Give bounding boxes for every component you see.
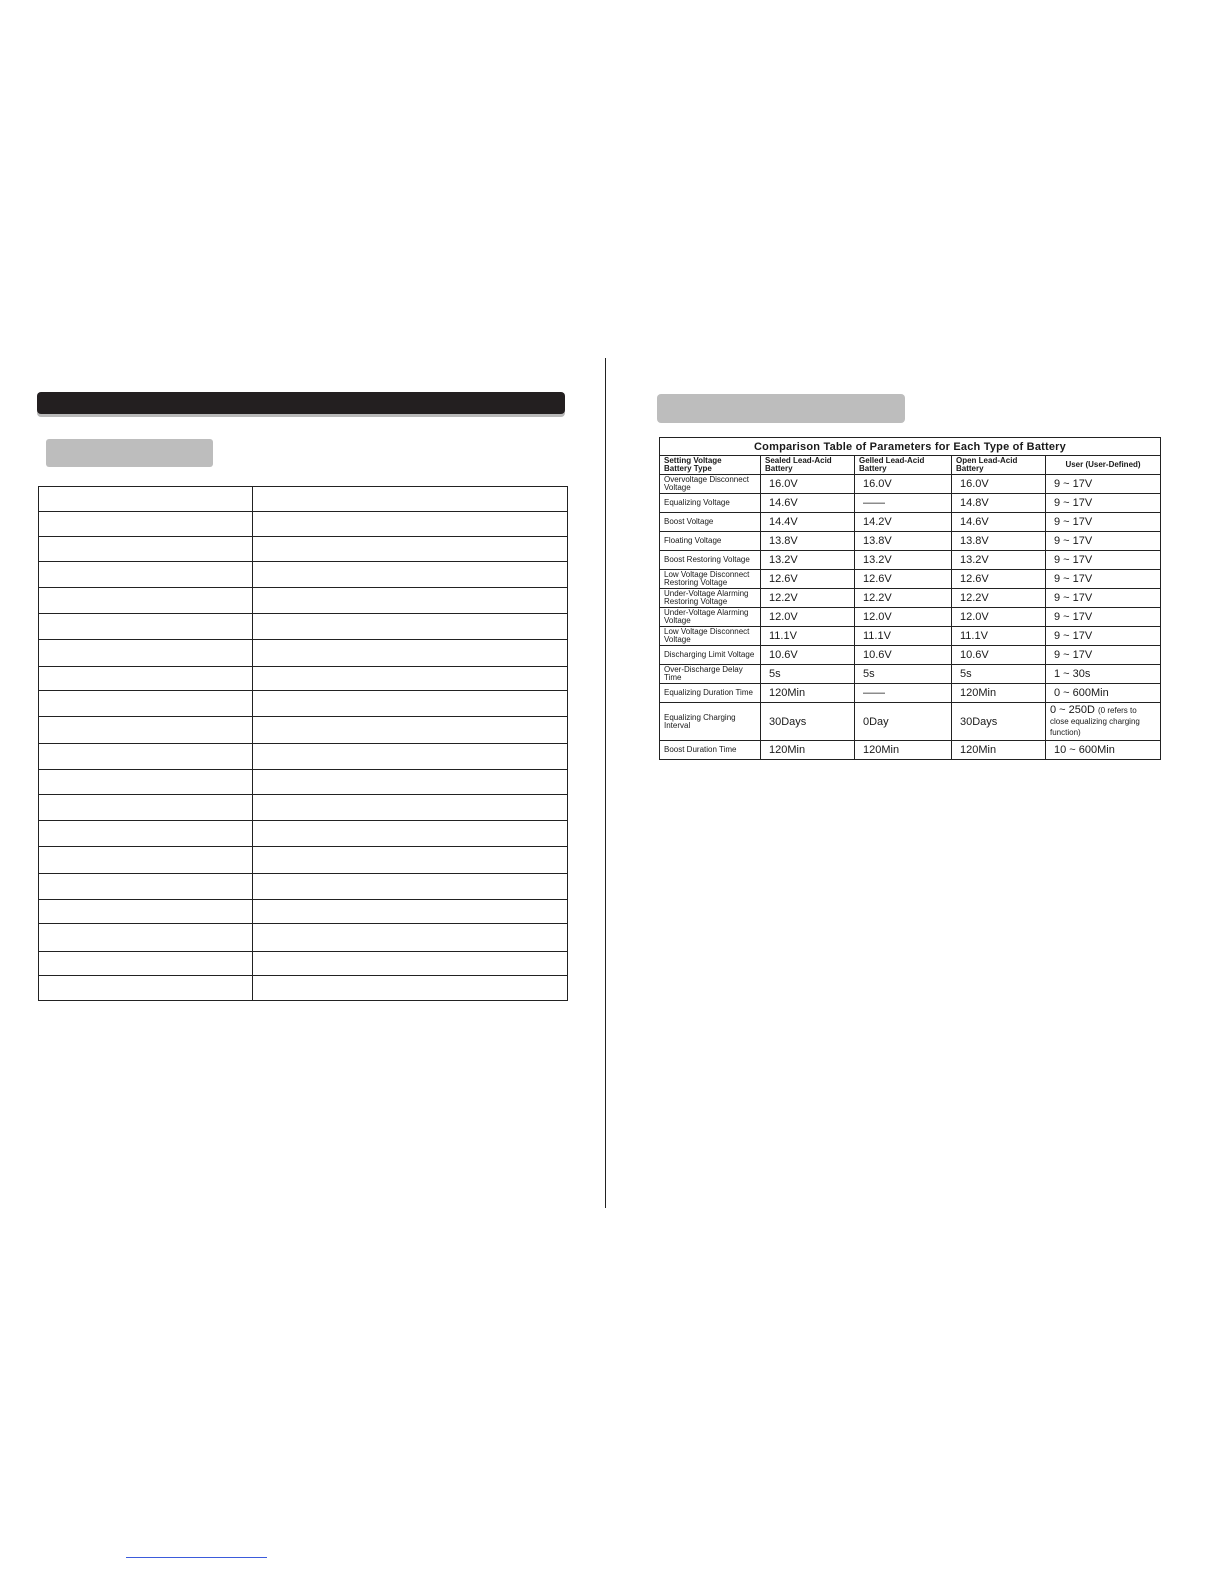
cell-sealed: 14.6V <box>761 494 855 513</box>
cell-open: 12.2V <box>952 589 1046 608</box>
cell-open: 12.0V <box>952 608 1046 627</box>
blank-cell <box>39 744 253 770</box>
cell-gelled: —— <box>855 684 952 703</box>
blank-cell <box>253 976 568 1001</box>
cell-gelled: 11.1V <box>855 627 952 646</box>
column-header-line1: Open Lead-Acid <box>956 456 1018 465</box>
table-row <box>660 627 1161 646</box>
table-row <box>660 494 1161 513</box>
cell-open: 5s <box>952 665 1046 684</box>
blank-row <box>39 588 568 614</box>
user-range: 0 ~ 250D <box>1050 704 1095 716</box>
cell-gelled: —— <box>855 494 952 513</box>
cell-open: 120Min <box>952 741 1046 760</box>
blank-row <box>39 512 568 537</box>
cell-user: 9 ~ 17V <box>1046 627 1161 646</box>
blank-cell <box>253 588 568 614</box>
column-header-line1: Gelled Lead-Acid <box>859 456 925 465</box>
cell-sealed: 16.0V <box>761 475 855 494</box>
table-row <box>660 741 1161 760</box>
row-label: Equalizing Duration Time <box>660 684 761 703</box>
cell-gelled: 0Day <box>855 703 952 741</box>
footer-link-underline <box>126 1557 267 1558</box>
blank-cell <box>253 562 568 588</box>
cell-open: 10.6V <box>952 646 1046 665</box>
cell-open: 11.1V <box>952 627 1046 646</box>
row-label: Low Voltage Disconnect Voltage <box>660 627 761 646</box>
table-row <box>660 684 1161 703</box>
column-header-line2: Battery <box>859 464 887 473</box>
blank-cell <box>39 691 253 717</box>
blank-row <box>39 874 568 900</box>
table-title: Comparison Table of Parameters for Each Type of Battery <box>660 438 1161 456</box>
cell-gelled: 12.2V <box>855 589 952 608</box>
blank-cell <box>253 537 568 562</box>
blank-cell <box>39 537 253 562</box>
corner-label-line1: Setting Voltage <box>664 456 722 465</box>
blank-cell <box>39 847 253 874</box>
blank-row <box>39 640 568 667</box>
blank-row <box>39 487 568 512</box>
cell-sealed: 13.8V <box>761 532 855 551</box>
cell-user: 9 ~ 17V <box>1046 646 1161 665</box>
cell-sealed: 12.2V <box>761 589 855 608</box>
cell-sealed: 11.1V <box>761 627 855 646</box>
cell-open: 14.6V <box>952 513 1046 532</box>
table-row <box>660 551 1161 570</box>
cell-user: 10 ~ 600Min <box>1046 741 1161 760</box>
column-header-open <box>952 456 1046 475</box>
blank-cell <box>253 512 568 537</box>
row-label: Overvoltage Disconnect Voltage <box>660 475 761 494</box>
section-header-bar <box>37 392 565 414</box>
blank-cell <box>253 667 568 691</box>
row-label: Boost Voltage <box>660 513 761 532</box>
cell-gelled: 5s <box>855 665 952 684</box>
cell-gelled: 12.6V <box>855 570 952 589</box>
blank-cell <box>253 770 568 795</box>
cell-user: 9 ~ 17V <box>1046 589 1161 608</box>
blank-row <box>39 562 568 588</box>
row-label: Under-Voltage Alarming Restoring Voltage <box>660 589 761 608</box>
cell-sealed: 14.4V <box>761 513 855 532</box>
cell-sealed: 30Days <box>761 703 855 741</box>
blank-row <box>39 691 568 717</box>
cell-sealed: 12.0V <box>761 608 855 627</box>
cell-user <box>1046 703 1161 741</box>
cell-sealed: 10.6V <box>761 646 855 665</box>
table-row <box>660 646 1161 665</box>
cell-gelled: 10.6V <box>855 646 952 665</box>
cell-gelled: 120Min <box>855 741 952 760</box>
row-label: Equalizing Charging Interval <box>660 703 761 741</box>
blank-cell <box>39 821 253 847</box>
cell-open: 13.2V <box>952 551 1046 570</box>
blank-cell <box>253 487 568 512</box>
blank-cell <box>253 717 568 744</box>
blank-cell <box>39 952 253 976</box>
blank-spec-table <box>38 486 568 1001</box>
cell-sealed: 13.2V <box>761 551 855 570</box>
cell-user: 0 ~ 600Min <box>1046 684 1161 703</box>
corner-label-line2: Battery Type <box>664 464 712 473</box>
table-row <box>660 570 1161 589</box>
row-label: Boost Restoring Voltage <box>660 551 761 570</box>
blank-cell <box>39 614 253 640</box>
cell-user: 9 ~ 17V <box>1046 513 1161 532</box>
blank-cell <box>253 744 568 770</box>
blank-cell <box>39 976 253 1001</box>
cell-gelled: 16.0V <box>855 475 952 494</box>
blank-cell <box>39 795 253 821</box>
blank-row <box>39 795 568 821</box>
row-label: Under-Voltage Alarming Voltage <box>660 608 761 627</box>
table-row <box>660 703 1161 741</box>
table-row <box>660 589 1161 608</box>
column-header-line1: Sealed Lead-Acid <box>765 456 832 465</box>
blank-cell <box>39 667 253 691</box>
page-divider <box>605 358 606 1208</box>
blank-cell <box>253 640 568 667</box>
column-header-user <box>1046 456 1161 475</box>
cell-sealed: 120Min <box>761 741 855 760</box>
cell-open: 30Days <box>952 703 1046 741</box>
subsection-tab-right <box>657 394 905 423</box>
blank-cell <box>253 795 568 821</box>
blank-cell <box>39 900 253 924</box>
cell-user: 1 ~ 30s <box>1046 665 1161 684</box>
table-row <box>660 608 1161 627</box>
blank-row <box>39 900 568 924</box>
row-label: Low Voltage Disconnect Restoring Voltage <box>660 570 761 589</box>
cell-user: 9 ~ 17V <box>1046 570 1161 589</box>
blank-row <box>39 847 568 874</box>
cell-user: 9 ~ 17V <box>1046 608 1161 627</box>
table-row <box>660 475 1161 494</box>
blank-cell <box>39 562 253 588</box>
column-header-sealed <box>761 456 855 475</box>
cell-gelled: 12.0V <box>855 608 952 627</box>
cell-sealed: 120Min <box>761 684 855 703</box>
column-header-gelled <box>855 456 952 475</box>
cell-gelled: 13.8V <box>855 532 952 551</box>
row-label: Equalizing Voltage <box>660 494 761 513</box>
blank-row <box>39 614 568 640</box>
cell-open: 12.6V <box>952 570 1046 589</box>
blank-cell <box>39 717 253 744</box>
blank-row <box>39 976 568 1001</box>
blank-cell <box>253 614 568 640</box>
row-label: Discharging Limit Voltage <box>660 646 761 665</box>
column-header-line1: User (User-Defined) <box>1065 460 1141 469</box>
blank-row <box>39 924 568 952</box>
column-header-line2: Battery <box>765 464 793 473</box>
cell-open: 120Min <box>952 684 1046 703</box>
cell-user: 9 ~ 17V <box>1046 551 1161 570</box>
blank-row <box>39 537 568 562</box>
table-row <box>660 665 1161 684</box>
cell-gelled: 14.2V <box>855 513 952 532</box>
cell-sealed: 5s <box>761 665 855 684</box>
user-note: (0 refers to close equalizing charging function) <box>1050 706 1140 737</box>
table-row <box>660 532 1161 551</box>
blank-cell <box>39 588 253 614</box>
cell-user: 9 ~ 17V <box>1046 494 1161 513</box>
cell-user: 9 ~ 17V <box>1046 475 1161 494</box>
table-row <box>660 513 1161 532</box>
cell-sealed: 12.6V <box>761 570 855 589</box>
blank-cell <box>253 900 568 924</box>
blank-cell <box>253 847 568 874</box>
blank-row <box>39 667 568 691</box>
column-header-line2: Battery <box>956 464 984 473</box>
battery-comparison-table <box>659 437 1161 760</box>
blank-cell <box>39 640 253 667</box>
blank-cell <box>39 487 253 512</box>
row-label: Over-Discharge Delay Time <box>660 665 761 684</box>
subsection-tab <box>46 439 213 467</box>
blank-row <box>39 821 568 847</box>
blank-cell <box>39 512 253 537</box>
row-label: Floating Voltage <box>660 532 761 551</box>
cell-open: 16.0V <box>952 475 1046 494</box>
blank-row <box>39 952 568 976</box>
cell-gelled: 13.2V <box>855 551 952 570</box>
cell-open: 14.8V <box>952 494 1046 513</box>
blank-cell <box>39 770 253 795</box>
blank-cell <box>253 952 568 976</box>
blank-row <box>39 744 568 770</box>
blank-cell <box>253 874 568 900</box>
blank-row <box>39 717 568 744</box>
blank-row <box>39 770 568 795</box>
blank-cell <box>253 924 568 952</box>
row-label: Boost Duration Time <box>660 741 761 760</box>
blank-cell <box>39 924 253 952</box>
blank-cell <box>39 874 253 900</box>
blank-cell <box>253 691 568 717</box>
corner-header <box>660 456 761 475</box>
blank-cell <box>253 821 568 847</box>
cell-user: 9 ~ 17V <box>1046 532 1161 551</box>
cell-open: 13.8V <box>952 532 1046 551</box>
